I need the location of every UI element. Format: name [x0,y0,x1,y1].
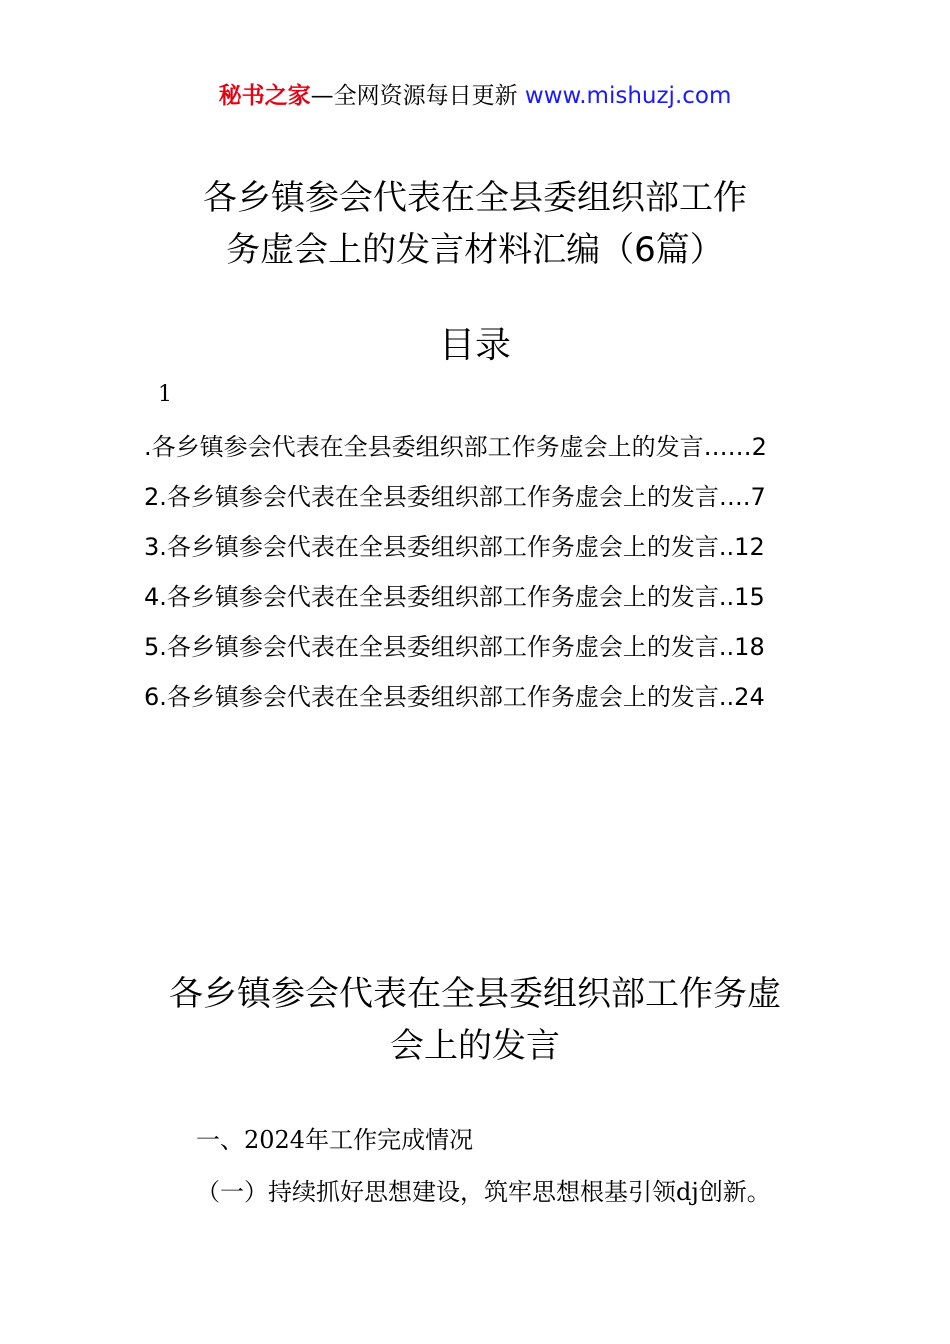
toc-entry-5[interactable] [144,622,814,672]
subheading-latin: dj [676,1178,699,1206]
toc-entry-leader: .. [718,633,735,661]
heading-suffix: 年工作完成情况 [305,1126,474,1154]
site-banner [0,80,950,112]
toc-entry-leader: .. [718,533,735,561]
toc-entry-leader: .. [718,583,735,611]
toc-entry-page: 7 [750,483,766,511]
toc-entry-2[interactable] [144,472,814,522]
toc-entry-title: 2.各乡镇参会代表在全县委组织部工作务虚会上的发言 [144,483,719,511]
toc-entry-4[interactable] [144,572,814,622]
toc-entry-page: 24 [734,683,765,711]
toc-entry-title: 5.各乡镇参会代表在全县委组织部工作务虚会上的发言 [144,633,719,661]
banner-tagline: —全网资源每日更新 [310,83,525,109]
toc-entry-title: .各乡镇参会代表在全县委组织部工作务虚会上的发言 [144,433,704,461]
section-title-line-1: 各乡镇参会代表在全县委组织部工作务虚 [169,974,781,1014]
document-title [0,172,950,276]
toc-item-number: 1 [158,382,172,407]
subheading-prefix: （一）持续抓好思想建设，筑牢思想根基引领 [196,1178,676,1206]
subsection-heading-1 [196,1174,771,1210]
toc-entry-leader: .. [718,683,735,711]
toc-entry-page: 12 [734,533,765,561]
toc-entry-title: 3.各乡镇参会代表在全县委组织部工作务虚会上的发言 [144,533,719,561]
document-title-line-2: 务虚会上的发言材料汇编（6篇） [226,230,724,270]
document-title-line-1: 各乡镇参会代表在全县委组织部工作 [203,178,747,218]
section-heading-1 [196,1122,473,1158]
toc-entry-3[interactable] [144,522,814,572]
table-of-contents [144,422,814,722]
heading-year: 2024 [244,1126,306,1154]
toc-entry-leader: …. [718,483,751,511]
toc-entry-title: 4.各乡镇参会代表在全县委组织部工作务虚会上的发言 [144,583,719,611]
section-title-line-2: 会上的发言 [390,1026,560,1066]
toc-heading: 目录 [438,325,511,366]
subheading-suffix: 创新。 [698,1178,771,1206]
heading-prefix: 一、 [196,1126,244,1154]
toc-entry-6[interactable] [144,672,814,722]
section-title [0,968,950,1072]
toc-entry-page: 18 [734,633,765,661]
toc-entry-1[interactable] [144,422,814,472]
site-url-link[interactable]: www.mishuzj.com [524,83,732,109]
toc-entry-page: 15 [734,583,765,611]
toc-entry-leader: …… [703,433,752,461]
toc-entry-page: 2 [751,433,767,461]
toc-entry-title: 6.各乡镇参会代表在全县委组织部工作务虚会上的发言 [144,683,719,711]
brand-name: 秘书之家 [218,83,311,109]
